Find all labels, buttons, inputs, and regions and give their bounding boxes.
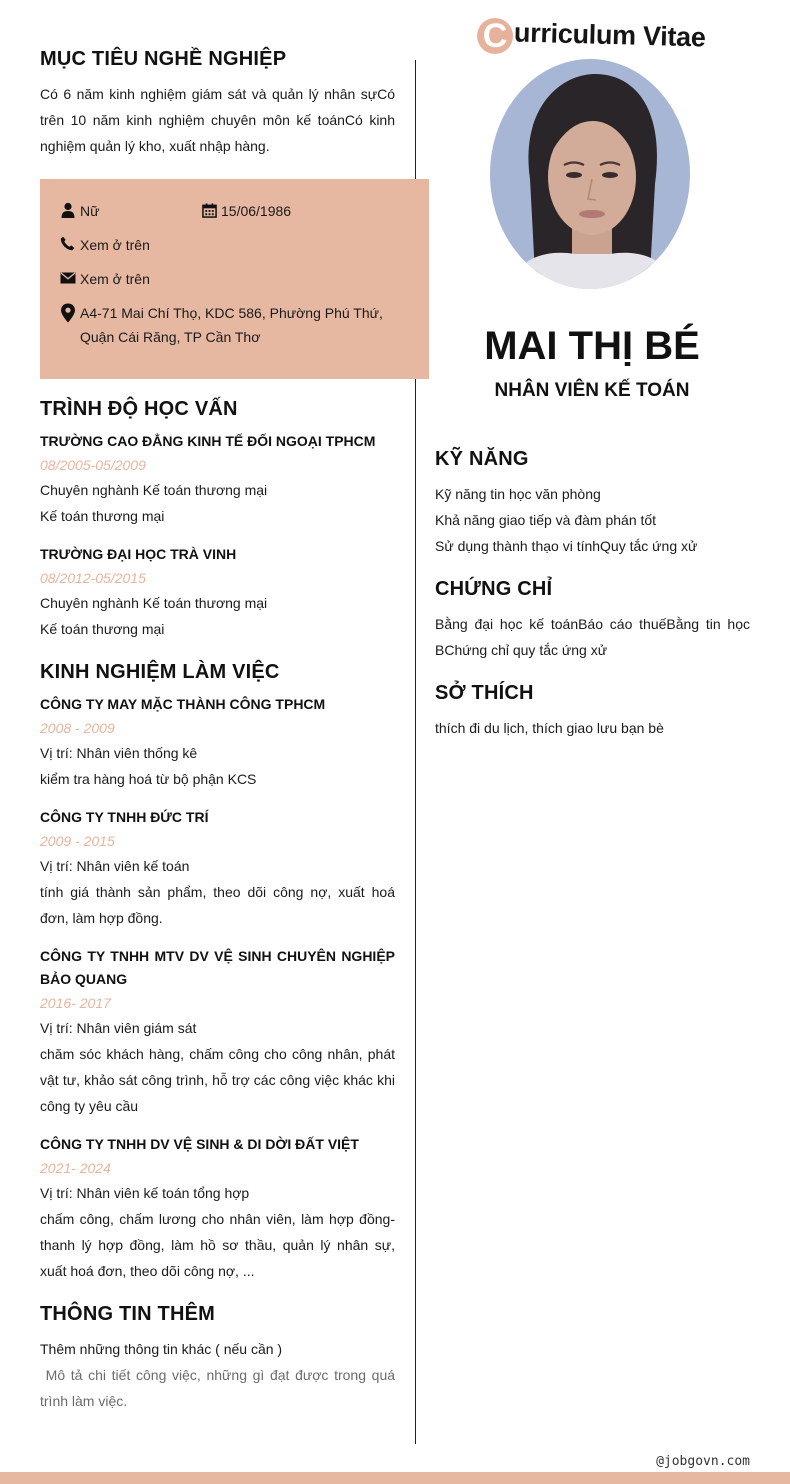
experience-company: CÔNG TY TNHH DV VỆ SINH & DI DỜI ĐẤT VIỆT <box>40 1136 359 1152</box>
avatar <box>490 59 690 289</box>
education-detail: Kế toán thương mại <box>40 621 165 637</box>
education-detail: Kế toán thương mại <box>40 508 165 524</box>
education-major: Chuyên nghành Kế toán thương mại <box>40 482 268 498</box>
logo-text: urriculum Vitae <box>513 17 706 53</box>
education-heading: TRÌNH ĐỘ HỌC VẤN <box>40 398 238 420</box>
experience-period: 2009 - 2015 <box>40 833 115 849</box>
additional-heading: THÔNG TIN THÊM <box>40 1303 216 1325</box>
skill-item: Khả năng giao tiếp và đàm phán tốt <box>435 512 657 528</box>
footer-bar <box>0 1472 790 1484</box>
objective-text: Có 6 năm kinh nghiệm giám sát và quản lý nhân sựCó trên 10 năm kinh nghiệm chuyên môn kế toánCó kinh nghiệm quản lý kho, xuất nhập hàng. <box>40 86 395 154</box>
certificates-text: Bằng đại học kế toánBáo cáo thuếBằng tin học BChứng chỉ quy tắc ứng xử <box>435 616 750 658</box>
education-school: TRƯỜNG CAO ĐẲNG KINH TẾ ĐỐI NGOẠI TPHCM <box>40 433 376 449</box>
footer-watermark: @jobgovn.com <box>656 1454 750 1469</box>
experience-description: tính giá thành sản phẩm, theo dõi công nợ, xuất hoá đơn, làm hợp đồng. <box>40 884 395 926</box>
skill-item: Kỹ năng tin học văn phòng <box>435 486 601 502</box>
experience-period: 2008 - 2009 <box>40 720 115 736</box>
skills-heading: KỸ NĂNG <box>435 448 529 470</box>
experience-period: 2021- 2024 <box>40 1160 111 1176</box>
experience-position: Vị trí: Nhân viên kế toán tổng hợp <box>40 1185 250 1201</box>
logo-letter: C <box>482 17 508 55</box>
mail-icon <box>60 272 76 284</box>
hobbies-text: thích đi du lịch, thích giao lưu bạn bè <box>435 720 664 736</box>
location-icon <box>60 303 76 323</box>
phone-value: Xem ở trên <box>80 237 150 253</box>
candidate-job-title: NHÂN VIÊN KẾ TOÁN <box>494 380 690 401</box>
experience-company: CÔNG TY MAY MẶC THÀNH CÔNG TPHCM <box>40 696 326 712</box>
portrait-photo <box>490 59 690 289</box>
calendar-icon <box>202 203 217 218</box>
experience-description: chấm công, chấm lương cho nhân viên, làm hợp đồng-thanh lý hợp đồng, làm hồ sơ thầu, quản lý nhân sự, xuất hoá đơn, theo dõi công nợ, ... <box>40 1211 395 1279</box>
education-school: TRƯỜNG ĐẠI HỌC TRÀ VINH <box>40 546 237 562</box>
additional-line: Thêm những thông tin khác ( nếu cần ) <box>40 1341 283 1357</box>
email-value: Xem ở trên <box>80 271 150 287</box>
candidate-name: MAI THỊ BÉ <box>484 324 700 368</box>
experience-description: kiểm tra hàng hoá từ bộ phận KCS <box>40 771 257 787</box>
hobbies-heading: SỞ THÍCH <box>435 682 534 704</box>
education-period: 08/2012-05/2015 <box>40 570 146 586</box>
experience-description: chăm sóc khách hàng, chấm công cho công nhân, phát vật tư, khảo sát công trình, hỗ trợ các công việc khác khi công ty yêu cầu <box>40 1046 395 1114</box>
personal-info-box <box>40 179 429 379</box>
experience-company: CÔNG TY TNHH MTV DV VỆ SINH CHUYÊN NGHIỆP BẢO QUANG <box>40 948 395 987</box>
education-period: 08/2005-05/2009 <box>40 457 146 473</box>
objective-heading: MỤC TIÊU NGHỀ NGHIỆP <box>40 48 287 70</box>
education-major: Chuyên nghành Kế toán thương mại <box>40 595 268 611</box>
experience-position: Vị trí: Nhân viên giám sát <box>40 1020 197 1036</box>
experience-position: Vị trí: Nhân viên kế toán <box>40 858 190 874</box>
experience-heading: KINH NGHIỆM LÀM VIỆC <box>40 661 280 683</box>
certificates-heading: CHỨNG CHỈ <box>435 578 553 600</box>
experience-period: 2016- 2017 <box>40 995 111 1011</box>
additional-description: Mô tả chi tiết công việc, những gì đạt được trong quá trình làm việc. <box>40 1367 399 1409</box>
skill-item: Sử dụng thành thạo vi tínhQuy tắc ứng xử <box>435 538 698 554</box>
gender-value: Nữ <box>80 203 100 219</box>
experience-company: CÔNG TY TNHH ĐỨC TRÍ <box>40 809 209 825</box>
birthdate-value: 15/06/1986 <box>221 203 292 219</box>
person-icon <box>60 202 76 218</box>
experience-position: Vị trí: Nhân viên thống kê <box>40 745 198 761</box>
phone-icon <box>60 236 75 251</box>
address-value: A4-71 Mai Chí Thọ, KDC 586, Phường Phú Thứ, Quận Cái Răng, TP Cần Thơ <box>80 305 383 345</box>
